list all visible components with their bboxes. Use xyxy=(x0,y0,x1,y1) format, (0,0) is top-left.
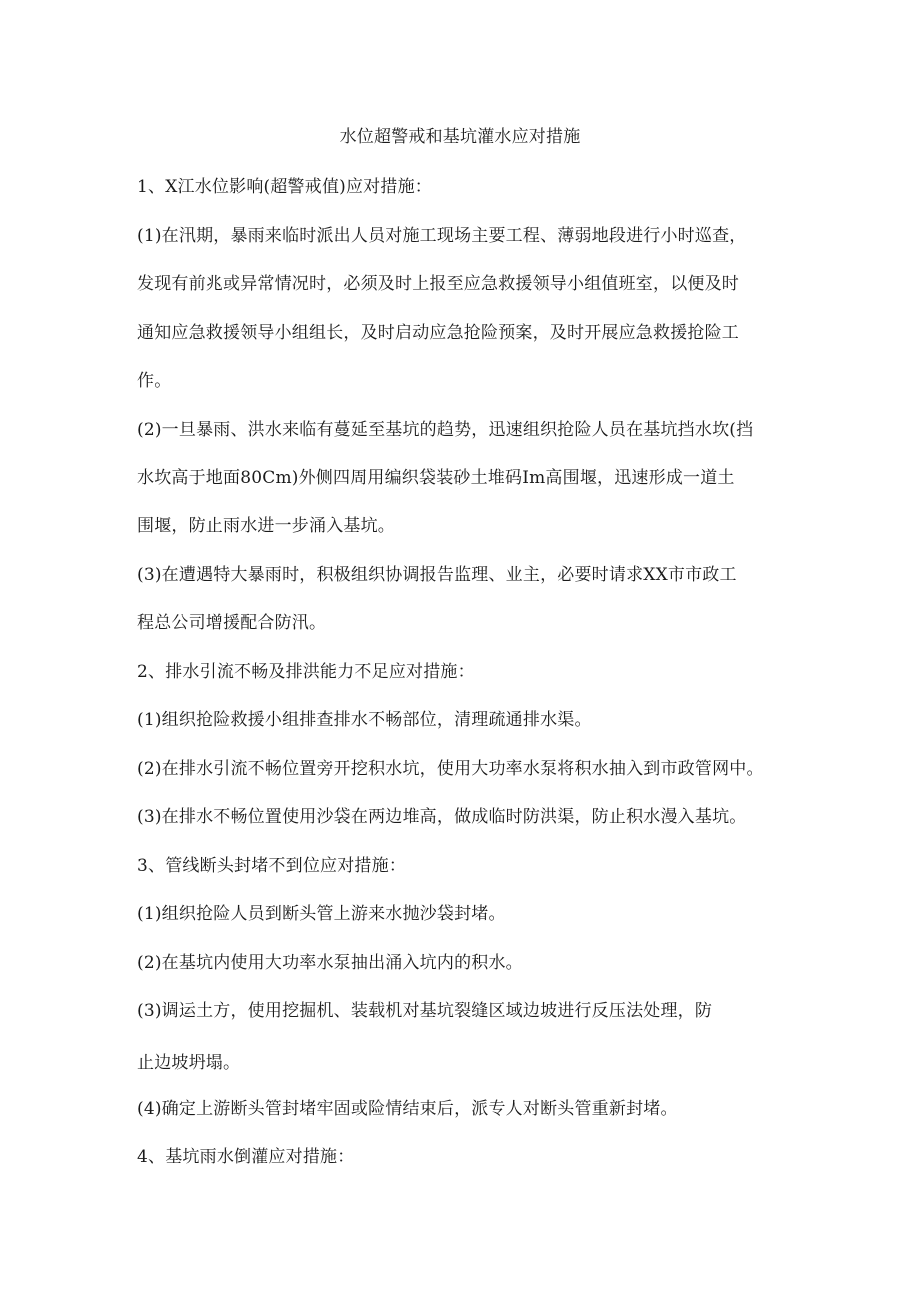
paragraph-line: 通知应急救援领导小组组长，及时启动应急抢险预案，及时开展应急救援抢险工 xyxy=(137,323,739,343)
paragraph-line: 围堰，防止雨水进一步涌入基坑。 xyxy=(137,516,395,536)
paragraph-line: (1)组织抢险人员到断头管上游来水抛沙袋封堵。 xyxy=(137,904,506,924)
section-heading-3: 3、管线断头封堵不到位应对措施： xyxy=(137,856,407,876)
paragraph-line: 程总公司增援配合防汛。 xyxy=(137,613,327,633)
paragraph-line: (2)在排水引流不畅位置旁开挖积水坑，使用大功率水泵将积水抽入到市政管网中。 xyxy=(137,759,764,779)
paragraph-line: (1)在汛期，暴雨来临时派出人员对施工现场主要工程、薄弱地段进行小时巡查， xyxy=(137,226,747,246)
paragraph-line: 作。 xyxy=(137,371,172,391)
paragraph-line: (2)一旦暴雨、洪水来临有蔓延至基坑的趋势，迅速组织抢险人员在基坑挡水坎(挡 xyxy=(137,420,754,440)
paragraph-line: 水坎高于地面80Cm)外侧四周用编织袋装砂土堆码Im高围堰，迅速形成一道土 xyxy=(137,468,735,488)
paragraph-line: 发现有前兆或异常情况时，必须及时上报至应急救援领导小组值班室，以便及时 xyxy=(137,274,739,294)
paragraph-line: 止边坡坍塌。 xyxy=(137,1053,241,1073)
paragraph-line: (3)调运土方，使用挖掘机、装载机对基坑裂缝区域边坡进行反压法处理，防 xyxy=(137,1001,713,1021)
paragraph-line: (2)在基坑内使用大功率水泵抽出涌入坑内的积水。 xyxy=(137,953,523,973)
paragraph-line: (1)组织抢险救援小组排查排水不畅部位，清理疏通排水渠。 xyxy=(137,710,592,730)
paragraph-line: (3)在排水不畅位置使用沙袋在两边堆高，做成临时防洪渠，防止积水漫入基坑。 xyxy=(137,807,747,827)
paragraph-line: (3)在遭遇特大暴雨时，积极组织协调报告监理、业主，必要时请求XX市市政工 xyxy=(137,565,737,585)
section-heading-1: 1、X江水位影响(超警戒值)应对措施： xyxy=(137,177,432,197)
paragraph-line: (4)确定上游断头管封堵牢固或险情结束后，派专人对断头管重新封堵。 xyxy=(137,1099,678,1119)
section-heading-4: 4、基坑雨水倒灌应对措施： xyxy=(137,1147,355,1167)
page-title: 水位超警戒和基坑灌水应对措施 xyxy=(339,127,581,147)
section-heading-2: 2、排水引流不畅及排洪能力不足应对措施： xyxy=(137,662,475,682)
